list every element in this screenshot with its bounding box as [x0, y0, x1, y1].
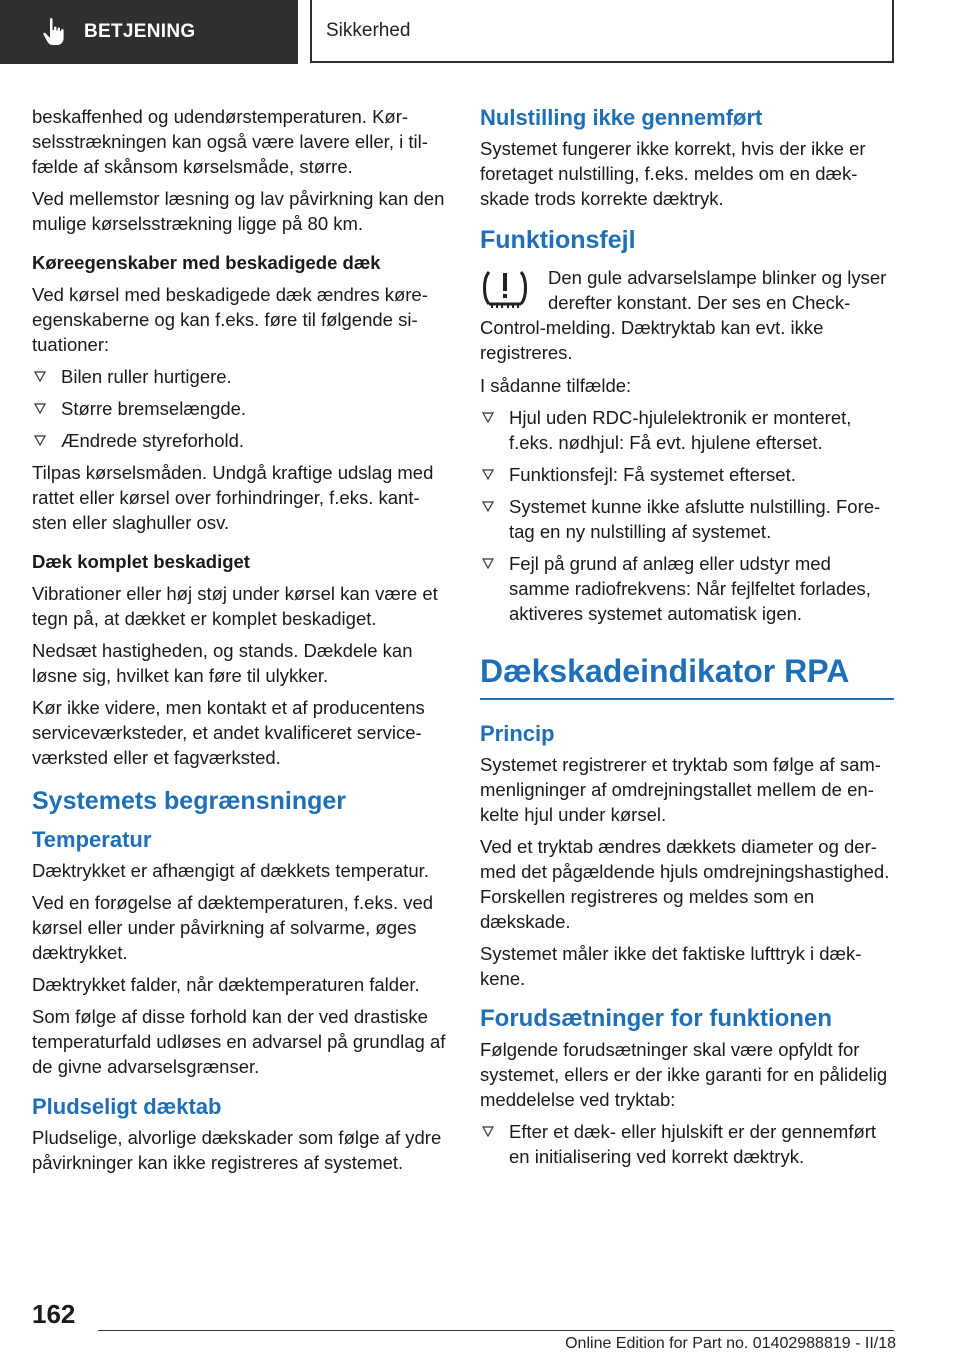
bullet-list	[480, 1119, 894, 1169]
pointing-hand-icon	[42, 17, 68, 47]
paragraph: Systemet fungerer ikke korrekt, hvis der ikke er foretaget nulstilling, f.eks. meldes om en dækskade trods korrekte dæktryk.	[480, 138, 866, 209]
paragraph: Kør ikke videre, men kontakt et af producentens serviceværksteder, et andet kvalificeret serviceværksted eller et fagværksted.	[32, 697, 425, 768]
heading-reset-not-done: Nulstilling ikke gennemført	[480, 105, 763, 130]
paragraph: Følgende forudsætninger skal være opfyldt for systemet, ellers er der ikke garanti for en pålidelig meddelelse ved tryktab:	[480, 1039, 888, 1110]
triangle-bullet-icon	[482, 558, 494, 569]
paragraph: Som følge af disse forhold kan der ved drastiske temperaturfald udløses en advarsel på grundlag af de givne advarselsgrænser.	[32, 1006, 446, 1077]
paragraph: Dæktrykket falder, når dæktemperaturen falder.	[32, 974, 420, 995]
heading-limitations: Systemets begrænsninger	[32, 787, 346, 815]
paragraph: I sådanne tilfælde:	[480, 375, 632, 396]
warning-block	[480, 265, 894, 365]
paragraph: Dæktrykket er afhængigt af dækkets temperatur.	[32, 860, 429, 881]
footer-divider	[98, 1330, 894, 1331]
list-item: Funktionsfejl: Få systemet efterset.	[480, 462, 894, 487]
list-item: Hjul uden RDC-hjulelektronik er monteret, f.eks. nødhjul: Få evt. hjulene efterset.	[480, 405, 894, 455]
triangle-bullet-icon	[34, 403, 46, 414]
triangle-bullet-icon	[34, 435, 46, 446]
bullet-list	[32, 364, 446, 453]
paragraph: beskaffenhed og udendørstemperaturen. Kørselsstrækningen kan også være lavere eller, i tilfælde af skånsom kørselsmåde, større.	[32, 106, 428, 177]
heading-temperature: Temperatur	[32, 827, 152, 852]
list-item: Ændrede styreforhold.	[32, 428, 446, 453]
triangle-bullet-icon	[482, 501, 494, 512]
paragraph: Ved kørsel med beskadigede dæk ændres køreegenskaberne og kan f.eks. føre til følgende situationer:	[32, 284, 428, 355]
triangle-bullet-icon	[482, 469, 494, 480]
section-tab	[0, 0, 298, 64]
subheading: Køreegenskaber med beskadigede dæk	[32, 252, 381, 273]
paragraph: Ved et tryktab ændres dækkets diameter og dermed det pågældende hjuls omdrejningshastighed. Forskellen registreres og meldes som en dækskade.	[480, 836, 890, 932]
bullet-list	[480, 405, 894, 626]
list-item: Bilen ruller hurtigere.	[32, 364, 446, 389]
paragraph: Pludselige, alvorlige dækskader som følge af ydre påvirkninger kan ikke registreres af systemet.	[32, 1127, 442, 1173]
list-item: Fejl på grund af anlæg eller udstyr med samme radiofrekvens: Når fejlfeltet forlades, aktiveres systemet automatisk igen.	[480, 551, 894, 626]
paragraph: Nedsæt hastigheden, og stands. Dækdele kan løsne sig, hvilket kan føre til ulykker.	[32, 640, 413, 686]
paragraph: Systemet måler ikke det faktiske lufttryk i dækkene.	[480, 943, 862, 989]
paragraph: Systemet registrerer et tryktab som følge af sammenligninger af omdrejningstallet mellem de enkelte hjul under kørsel.	[480, 754, 881, 825]
page-number: 162	[32, 1299, 76, 1329]
list-item: Større bremselængde.	[32, 396, 446, 421]
subheading: Dæk komplet beskadiget	[32, 551, 250, 572]
section-title: Sikkerhed	[326, 19, 411, 41]
paragraph: Vibrationer eller høj støj under kørsel kan være et tegn på, at dækket er komplet beskadiget.	[32, 583, 438, 629]
section-title-box	[310, 0, 894, 63]
heading-rpa: Dækskadeindikator RPA	[480, 652, 894, 700]
heading-malfunction: Funktionsfejl	[480, 226, 636, 254]
heading-prerequisites: Forudsætninger for funktionen	[480, 1005, 832, 1032]
paragraph: Den gule advarselslampe blinker og lyser derefter konstant. Der ses en Check-Control-melding. Dæktryktab kan evt. ikke registreres.	[480, 267, 887, 363]
paragraph: Ved mellemstor læsning og lav påvirkning kan den mulige kørselsstrækning ligge på 80 km.	[32, 188, 445, 234]
paragraph: Ved en forøgelse af dæktemperaturen, f.eks. ved kørsel eller under påvirkning af solvarme, øges dæktrykket.	[32, 892, 434, 963]
triangle-bullet-icon	[34, 371, 46, 382]
list-item: Efter et dæk- eller hjulskift er der gennemført en initialisering ved korrekt dæktryk.	[480, 1119, 894, 1169]
triangle-bullet-icon	[482, 412, 494, 423]
heading-sudden-loss: Pludseligt dæktab	[32, 1094, 222, 1119]
list-item: Systemet kunne ikke afslutte nulstilling. Foretag en ny nulstilling af systemet.	[480, 494, 894, 544]
section-tab-label: BETJENING	[84, 21, 196, 42]
heading-principle: Princip	[480, 721, 555, 746]
right-column	[480, 104, 894, 1176]
left-column	[32, 104, 446, 1182]
tire-pressure-warning-icon	[480, 267, 530, 309]
page-header	[0, 0, 960, 66]
triangle-bullet-icon	[482, 1126, 494, 1137]
footer-edition: Online Edition for Part no. 01402988819 - II/18	[565, 1335, 896, 1352]
paragraph: Tilpas kørselsmåden. Undgå kraftige udslag med rattet eller kørsel over forhindringer, f.eks. kantsten eller slaghuller osv.	[32, 462, 434, 533]
